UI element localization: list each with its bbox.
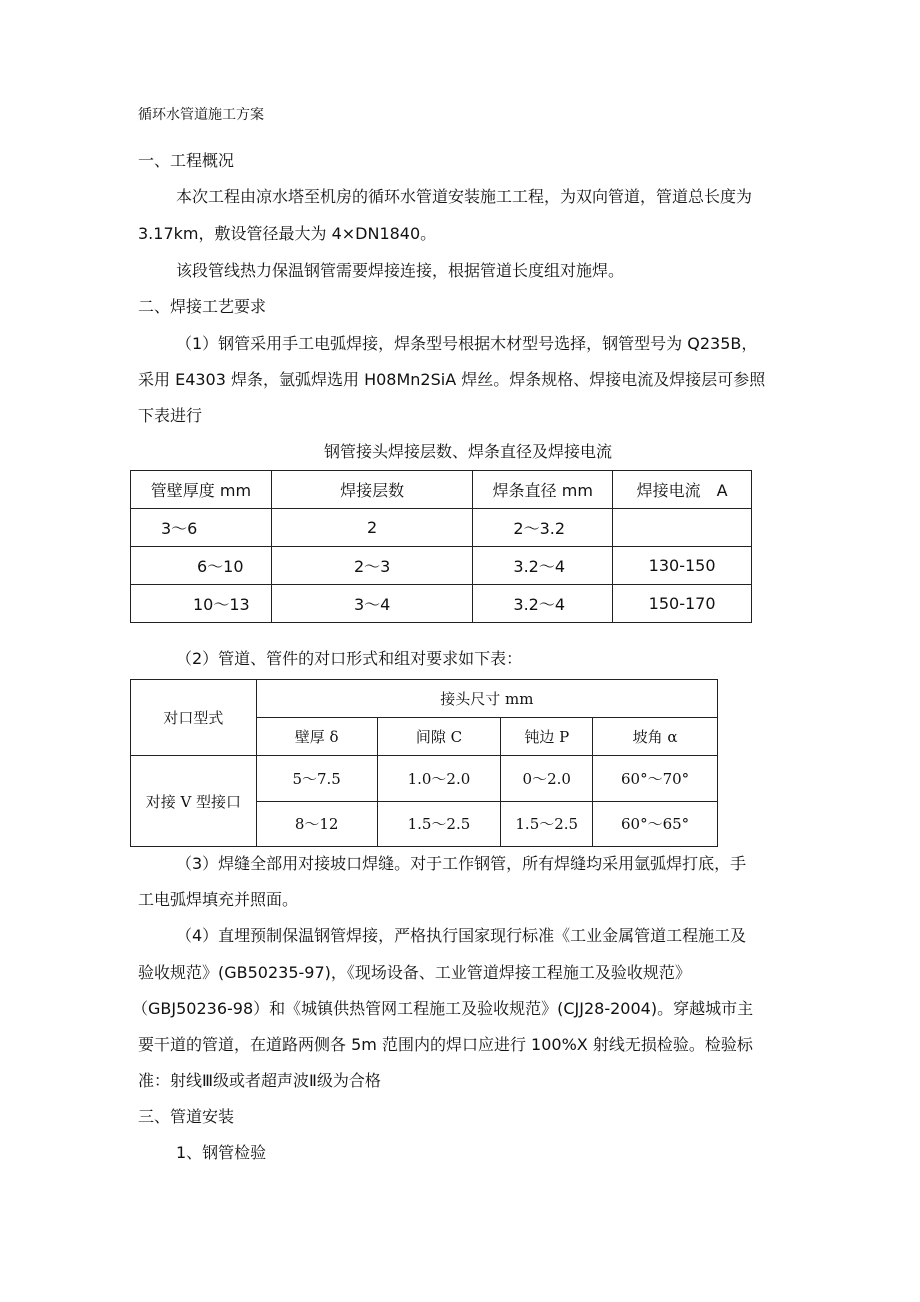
table-header-cell: 管壁厚度 mm — [131, 471, 272, 509]
table-header-row — [131, 471, 752, 509]
table-row — [131, 547, 752, 585]
doc-title: 循环水管道施工方案 — [138, 107, 264, 123]
section-1-heading: 一、工程概况 — [138, 151, 235, 170]
table-row — [131, 756, 718, 802]
paragraph-1-line-2: 3.17km，敷设管径最大为 4×DN1840。 — [138, 224, 437, 243]
table-cell: 2～3.2 — [473, 509, 613, 547]
table-row — [131, 509, 752, 547]
welding-parameters-table — [130, 470, 752, 623]
table-header-cell: 钝边 P — [501, 718, 593, 756]
table-cell: 60°～70° — [593, 756, 718, 802]
table-row — [131, 585, 752, 623]
table-cell: 对接 V 型接口 — [131, 756, 257, 847]
table-header-cell: 间隙 C — [377, 718, 501, 756]
table-header-cell: 坡角 α — [593, 718, 718, 756]
section-2-heading: 二、焊接工艺要求 — [138, 297, 267, 316]
paragraph-5-line-1: （3）焊缝全部用对接坡口焊缝。对于工作钢管，所有焊缝均采用氩弧焊打底，手 — [176, 854, 747, 873]
section-3-heading: 三、管道安装 — [138, 1107, 235, 1126]
table-header-cell: 焊接电流 A — [613, 471, 752, 509]
table-cell: 3.2～4 — [473, 585, 613, 623]
table-cell: 8～12 — [256, 801, 377, 847]
paragraph-5-line-2: 工电弧焊填充并照面。 — [138, 890, 299, 909]
table-cell — [613, 509, 752, 547]
paragraph-6-line-3: （GBJ50236-98）和《城镇供热管网工程施工及验收规范》(CJJ28-2004)。穿越城市主 — [132, 999, 754, 1018]
table-header-cell: 焊条直径 mm — [473, 471, 613, 509]
table-cell: 5～7.5 — [256, 756, 377, 802]
table-cell: 130-150 — [613, 547, 752, 585]
paragraph-3-line-1: （1）钢管采用手工电弧焊接，焊条型号根据木材型号选择，钢管型号为 Q235B， — [176, 334, 758, 353]
table-cell: 150-170 — [613, 585, 752, 623]
table-header-cell: 接头尺寸 mm — [256, 680, 717, 718]
table-cell: 1.5～2.5 — [377, 801, 501, 847]
table-cell: 3.2～4 — [473, 547, 613, 585]
paragraph-6-line-5: 准：射线Ⅲ级或者超声波Ⅱ级为合格 — [138, 1071, 381, 1090]
table-cell: 60°～65° — [593, 801, 718, 847]
table-cell: 0～2.0 — [501, 756, 593, 802]
paragraph-6-line-4: 要干道的管道，在道路两侧各 5m 范围内的焊口应进行 100%X 射线无损检验。检验标 — [138, 1035, 753, 1054]
table-cell: 1.5～2.5 — [501, 801, 593, 847]
joint-form-table — [130, 679, 718, 847]
paragraph-1-line-1: 本次工程由凉水塔至机房的循环水管道安装施工工程，为双向管道，管道总长度为 — [176, 187, 753, 206]
paragraph-6-line-1: （4）直埋预制保温钢管焊接，严格执行国家现行标准《工业金属管道工程施工及 — [176, 926, 747, 945]
table-cell: 10～13 — [131, 585, 272, 623]
table-header-cell: 对口型式 — [131, 680, 257, 756]
table-cell: 3～6 — [131, 509, 272, 547]
table-cell: 1.0～2.0 — [377, 756, 501, 802]
table-header-cell: 壁厚 δ — [256, 718, 377, 756]
paragraph-4: （2）管道、管件的对口形式和组对要求如下表： — [176, 649, 523, 668]
table-cell: 6～10 — [131, 547, 272, 585]
table-header-cell: 焊接层数 — [271, 471, 473, 509]
table-cell: 2～3 — [271, 547, 473, 585]
paragraph-2: 该段管线热力保温钢管需要焊接连接，根据管道长度组对施焊。 — [176, 261, 625, 280]
table-1-caption: 钢管接头焊接层数、焊条直径及焊接电流 — [324, 442, 613, 461]
paragraph-3-line-3: 下表进行 — [138, 406, 203, 425]
paragraph-3-line-2: 采用 E4303 焊条，氩弧焊选用 H08Mn2SiA 焊丝。焊条规格、焊接电流及焊接层可参照 — [138, 370, 766, 389]
paragraph-6-line-2: 验收规范》(GB50235-97)，《现场设备、工业管道焊接工程施工及验收规范》 — [138, 963, 691, 982]
section-3-subheading: 1、钢管检验 — [176, 1143, 267, 1162]
table-cell: 2 — [271, 509, 473, 547]
table-cell: 3～4 — [271, 585, 473, 623]
